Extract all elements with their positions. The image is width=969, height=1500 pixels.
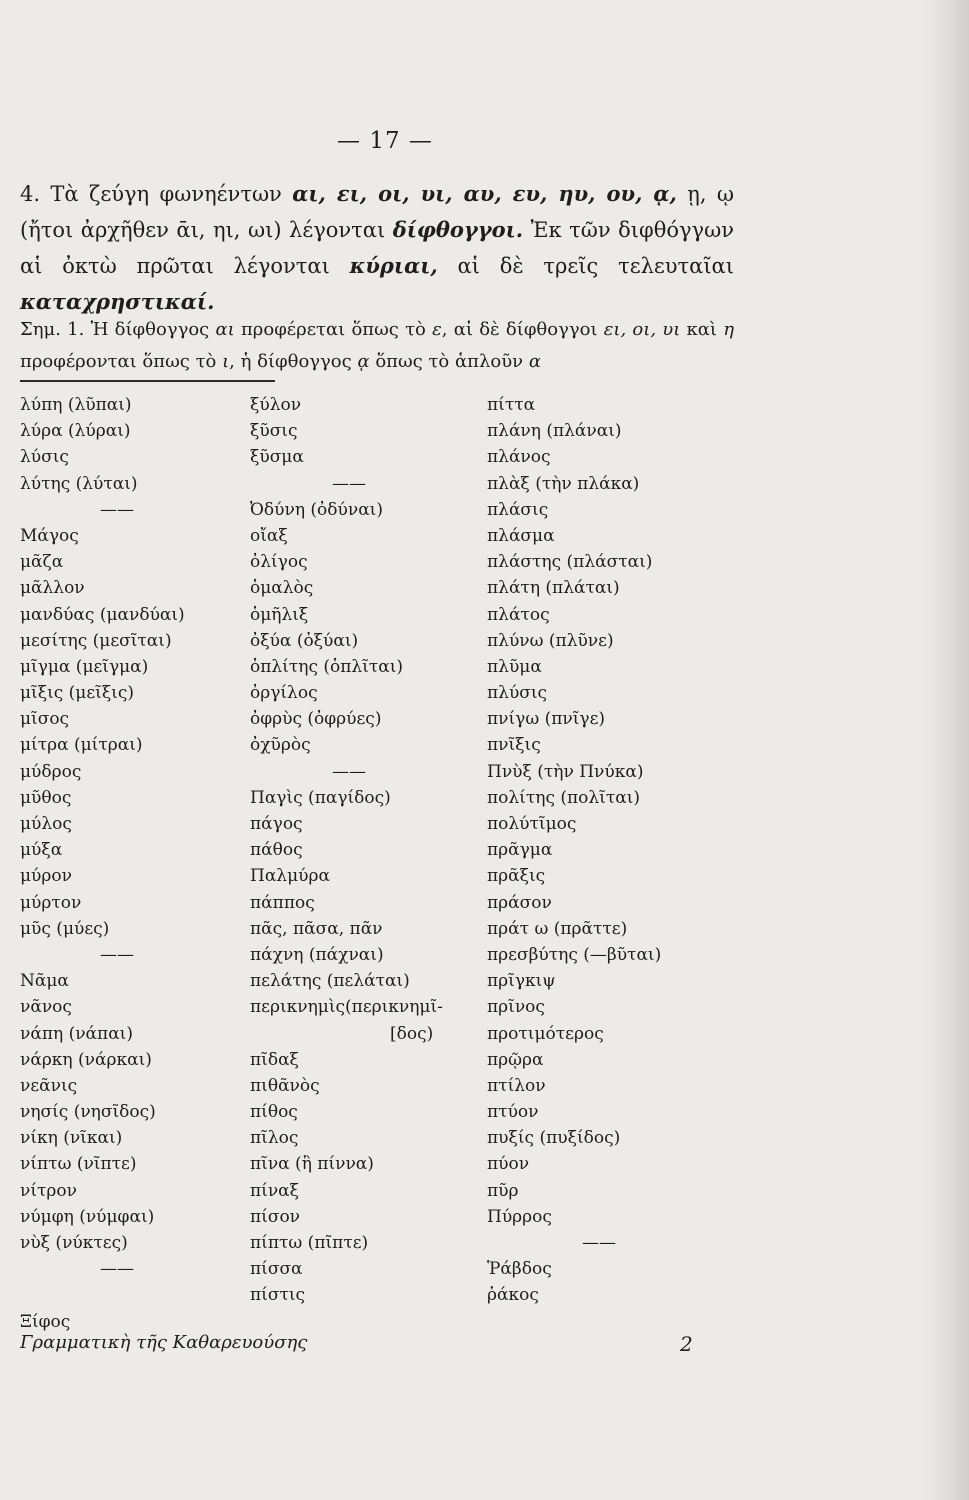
group-separator: —— <box>100 499 134 520</box>
word-entry: πῦρ <box>487 1180 519 1201</box>
word-entry: ξῦσμα <box>250 447 304 468</box>
group-separator: —— <box>100 944 134 965</box>
word-entry: νάπη (νάπαι) <box>20 1023 133 1044</box>
word-entry: πολίτης (πολῖται) <box>487 787 641 808</box>
word-entry: νάρκη (νάρκαι) <box>20 1049 152 1070</box>
word-entry: πρᾶγμα <box>487 840 553 861</box>
word-entry: πρεσβύτης (—βῦται) <box>487 944 662 965</box>
word-column-1 <box>20 392 185 1335</box>
word-entry: μῖξις (μεῖξις) <box>20 683 135 704</box>
word-entry: οἴαξ <box>250 525 288 546</box>
word-entry: Ὀδύνη (ὀδύναι) <box>250 499 383 520</box>
signature-mark: 2 <box>680 1332 693 1356</box>
word-entry: πνῖξις <box>487 735 541 756</box>
note-text-2: προφέρεται ὅπως τὸ <box>234 319 433 340</box>
word-entry: πίπτω (πῖπτε) <box>250 1233 369 1253</box>
intro-text-3: Ἐκ τῶν διφθόγγων αἱ ὀκτὼ πρῶται λέγονται <box>20 218 734 278</box>
word-entry: πῖνα (ἢ πίννα) <box>250 1154 374 1175</box>
page-number: — 17 — <box>337 128 433 154</box>
blank-row <box>20 1282 185 1308</box>
word-entry: Παλμύρα <box>250 866 330 887</box>
word-entry: πυξίς (πυξίδος) <box>487 1128 621 1149</box>
section-divider <box>20 380 275 382</box>
word-entry: πλὰξ (τὴν πλάκα) <box>487 473 640 494</box>
word-entry: Ξίφος <box>20 1311 71 1332</box>
word-entry: μύλος <box>20 814 72 834</box>
word-entry: πλύνω (πλῦνε) <box>487 630 614 651</box>
word-entry: Πνὺξ (τὴν Πνύκα) <box>487 761 644 782</box>
note-italic-3: ει, οι, υι <box>603 319 681 340</box>
word-entry: ὀξύα (ὀξύαι) <box>250 630 359 651</box>
word-entry: ὀφρὺς (ὀφρύες) <box>250 709 382 730</box>
word-entry: πτύον <box>487 1102 539 1123</box>
note-text-1: Σημ. 1. Ἡ δίφθογγος <box>20 319 216 340</box>
word-entry: λύτης (λύται) <box>20 473 138 494</box>
note-italic-5: ι <box>222 351 230 372</box>
word-entry: νίκη (νῖκαι) <box>20 1128 123 1149</box>
word-entry: ὀλίγος <box>250 552 308 573</box>
word-entry: ὀργίλος <box>250 683 318 704</box>
word-entry: μῖγμα (μεῖγμα) <box>20 656 149 677</box>
note-text-7: ὅπως τὸ ἁπλοῦν <box>369 351 529 372</box>
word-entry: ξῦσις <box>250 421 298 442</box>
word-column-3 <box>487 392 661 1309</box>
word-entry: νύμφη (νύμφαι) <box>20 1206 155 1227</box>
word-entry: λύπη (λῦπαι) <box>20 395 132 415</box>
word-entry: νὺξ (νύκτες) <box>20 1233 128 1253</box>
word-entry: προτιμότερος <box>487 1023 604 1044</box>
word-entry-continuation: [δος) <box>390 1023 434 1044</box>
word-entry: πίστις <box>250 1285 306 1306</box>
word-entry: Μάγος <box>20 525 79 546</box>
note-paragraph <box>20 314 734 378</box>
word-entry: μύρον <box>20 866 72 887</box>
word-entry: Νᾶμα <box>20 971 69 992</box>
word-entry: πίττα <box>487 395 536 415</box>
word-entry: ῥάκος <box>487 1285 539 1306</box>
word-entry: πρῖγκιψ <box>487 971 556 992</box>
group-separator: —— <box>582 1233 616 1253</box>
word-entry: πνίγω (πνῖγε) <box>487 709 606 730</box>
word-entry: πίσσα <box>250 1259 303 1280</box>
word-entry: Πύρρος <box>487 1206 552 1227</box>
word-entry: μῦς (μύες) <box>20 918 110 939</box>
word-entry: πλύσις <box>487 683 548 704</box>
group-separator: —— <box>332 473 366 494</box>
word-entry: ὁμῆλιξ <box>250 604 309 625</box>
word-entry: πύον <box>487 1154 530 1175</box>
word-entry: μύδρος <box>20 761 82 782</box>
word-entry: πρᾶξις <box>487 866 546 887</box>
term-improper: καταχρηστικαί. <box>20 289 215 314</box>
word-entry: πλάτη (πλάται) <box>487 578 620 599</box>
word-entry: μεσίτης (μεσῖται) <box>20 630 172 651</box>
diphthong-list: αι, ει, οι, υι, αυ, ευ, ηυ, ου, ᾳ, <box>292 181 677 206</box>
word-entry: λύρα (λύραι) <box>20 421 131 442</box>
word-entry: πλάστης (πλάσται) <box>487 552 653 573</box>
word-entry: πράτ ω (πρᾶττε) <box>487 918 628 939</box>
group-separator: —— <box>332 761 366 782</box>
word-column-2 <box>250 392 443 1309</box>
word-entry: πλῦμα <box>487 656 542 677</box>
term-proper: κύριαι, <box>349 253 438 278</box>
word-entry: μύρτον <box>20 892 82 913</box>
word-entry: πράσον <box>487 892 552 913</box>
word-entry: μῖσος <box>20 709 70 730</box>
intro-text-1: 4. Τὰ ζεύγη φωνηέντων <box>20 182 293 206</box>
note-italic-7: α <box>528 351 541 372</box>
intro-paragraph <box>20 176 734 320</box>
word-entry: πίναξ <box>250 1180 300 1201</box>
intro-text-2: ῃ, ῳ (ἤτοι ἀρχῆθεν ᾱι, ηι, ωι) λέγονται <box>20 182 734 242</box>
word-entry: μίτρα (μίτραι) <box>20 735 143 756</box>
note-text-3: , αἱ δὲ δίφθογγοι <box>441 319 604 340</box>
note-italic-4: η <box>723 319 735 340</box>
book-title-footer: Γραμματικὴ τῆς Καθαρευούσης <box>20 1332 308 1353</box>
word-entry: πρῖνος <box>487 997 545 1018</box>
word-entry: πρῷρα <box>487 1049 544 1070</box>
word-entry: πολύτῖμος <box>487 814 577 834</box>
word-entry: νᾶνος <box>20 997 72 1018</box>
note-text-5: προφέρονται ὅπως τὸ <box>20 351 223 372</box>
word-entry: πελάτης (πελάται) <box>250 971 410 992</box>
word-entry: μῦθος <box>20 787 72 808</box>
note-text-6: , ἡ δίφθογγος <box>229 351 358 372</box>
word-entry: πλάτος <box>487 604 550 625</box>
term-diphthongs: δίφθογγοι. <box>392 217 524 242</box>
word-entry: πιθᾶνὸς <box>250 1075 320 1096</box>
word-entry: ξύλον <box>250 395 302 415</box>
word-entry: πλάσις <box>487 499 549 520</box>
word-entry: μᾶλλον <box>20 578 85 599</box>
note-italic-2: ε <box>432 319 442 340</box>
word-entry: πλάνη (πλάναι) <box>487 421 622 442</box>
word-entry: ὁπλίτης (ὁπλῖται) <box>250 656 404 677</box>
note-italic-1: αι <box>215 319 235 340</box>
word-entry: Ῥάβδος <box>487 1259 552 1280</box>
word-entry: μᾶζα <box>20 552 64 573</box>
word-entry: λύσις <box>20 447 69 468</box>
word-entry: πάππος <box>250 892 315 913</box>
word-entry: νεᾶνις <box>20 1075 78 1096</box>
word-entry: πλάνος <box>487 447 551 468</box>
word-entry: πάχνη (πάχναι) <box>250 944 384 965</box>
word-entry: πλάσμα <box>487 525 555 546</box>
word-entry: ὁμαλὸς <box>250 578 314 599</box>
word-entry: πτίλον <box>487 1075 546 1096</box>
word-entry: ὀχῦρὸς <box>250 735 311 756</box>
note-text-4: καὶ <box>680 319 724 340</box>
word-entry: μανδύας (μανδύαι) <box>20 604 185 625</box>
note-italic-6: ᾳ <box>357 351 370 372</box>
word-entry: πίθος <box>250 1102 298 1123</box>
group-separator: —— <box>100 1259 134 1280</box>
word-entry: νησίς (νησῖδος) <box>20 1102 156 1123</box>
word-entry: πῖλος <box>250 1128 299 1149</box>
word-entry: Παγὶς (παγίδος) <box>250 787 391 808</box>
page-edge-shadow <box>921 0 969 1500</box>
word-entry: μύξα <box>20 840 63 861</box>
word-entry: πάγος <box>250 814 303 834</box>
word-entry: πῖδαξ <box>250 1049 299 1070</box>
word-entry: πίσον <box>250 1206 301 1227</box>
word-entry: πάθος <box>250 840 303 861</box>
intro-text-4: αἱ δὲ τρεῖς τελευταῖαι <box>437 254 734 278</box>
word-entry: περικνημὶς(περικνημῖ- <box>250 997 443 1018</box>
word-entry: νίπτω (νῖπτε) <box>20 1154 137 1175</box>
word-entry: πᾶς, πᾶσα, πᾶν <box>250 918 383 939</box>
word-entry: νίτρον <box>20 1180 77 1201</box>
